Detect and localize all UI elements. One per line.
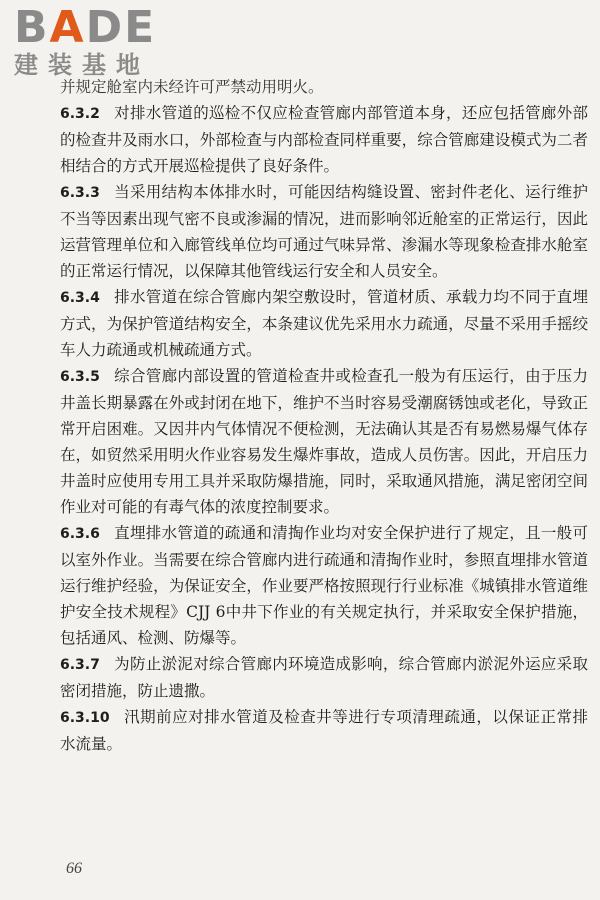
clause-paragraph — [60, 651, 588, 704]
clause-paragraph — [60, 284, 588, 363]
clause-text: 排水管道在综合管廊内架空敷设时，管道材质、承载力均不同于直埋方式，为保护管道结构安全，本条建议优先采用水力疏通，尽量不采用手摇绞车人力疏通或机械疏通方式。 — [60, 288, 588, 359]
logo-subtitle: 建装基地 — [14, 51, 150, 79]
clause-number: 6.3.4 — [60, 290, 100, 306]
clause-paragraph — [60, 363, 588, 520]
clause-paragraph — [60, 100, 588, 179]
clause-number: 6.3.2 — [60, 106, 100, 122]
clause-list — [60, 100, 588, 757]
clause-text: 汛期前应对排水管道及检查井等进行专项清理疏通，以保证正常排水流量。 — [60, 708, 588, 753]
clause-text: 对排水管道的巡检不仅应检查管廊内部管道本身，还应包括管廊外部的检查井及雨水口，外部检查与内部检查同样重要，综合管廊建设模式为二者相结合的方式开展巡检提供了良好条件。 — [60, 104, 588, 175]
clause-paragraph — [60, 704, 588, 757]
clause-text: 为防止淤泥对综合管廊内环境造成影响，综合管廊内淤泥外运应采取密闭措施，防止遗撒。 — [60, 655, 588, 700]
clause-text: 直埋排水管道的疏通和清掏作业均对安全保护进行了规定，且一般可以室外作业。当需要在综合管廊内进行疏通和清掏作业时，参照直埋排水管道运行维护经验，为保证安全，作业要严格按照现行行业标准《城镇排水管道维护安全技术规程》CJJ 6中井下作业的有关规定执行，并采取安全保护措施，包括通风、检测、防爆等。 — [60, 524, 588, 647]
clause-number: 6.3.5 — [60, 369, 100, 385]
clause-number: 6.3.10 — [60, 710, 110, 726]
clause-paragraph — [60, 179, 588, 284]
clause-number: 6.3.7 — [60, 657, 100, 673]
document-page — [60, 74, 588, 757]
clause-number: 6.3.3 — [60, 185, 100, 201]
clause-text: 当采用结构本体排水时，可能因结构缝设置、密封件老化、运行维护不当等因素出现气密不良或渗漏的情况，进而影响邻近舱室的正常运行，因此运营管理单位和入廊管线单位均可通过气味异常、渗漏水等现象检查排水舱室的正常运行情况，以保障其他管线运行安全和人员安全。 — [60, 183, 588, 280]
logo — [14, 2, 157, 80]
clause-text: 综合管廊内部设置的管道检查井或检查孔一般为有压运行，由于压力井盖长期暴露在外或封闭在地下，维护不当时容易受潮腐锈蚀或老化，导致正常开启困难。又因井内气体情况不便检测，无法确认其是否有易燃易爆气体存在，如贸然采用明火作业容易发生爆炸事故，造成人员伤害。因此，开启压力井盖时应使用专用工具并采取防爆措施，同时，采取通风措施，满足密闭空间作业对可能的有毒气体的浓度控制要求。 — [60, 367, 588, 516]
continuation-text: 并规定舱室内未经许可严禁动用明火。 — [60, 78, 324, 96]
page-number: 66 — [66, 860, 82, 877]
clause-paragraph — [60, 520, 588, 651]
clause-number: 6.3.6 — [60, 526, 100, 542]
logo-brand: BADE — [14, 2, 157, 53]
